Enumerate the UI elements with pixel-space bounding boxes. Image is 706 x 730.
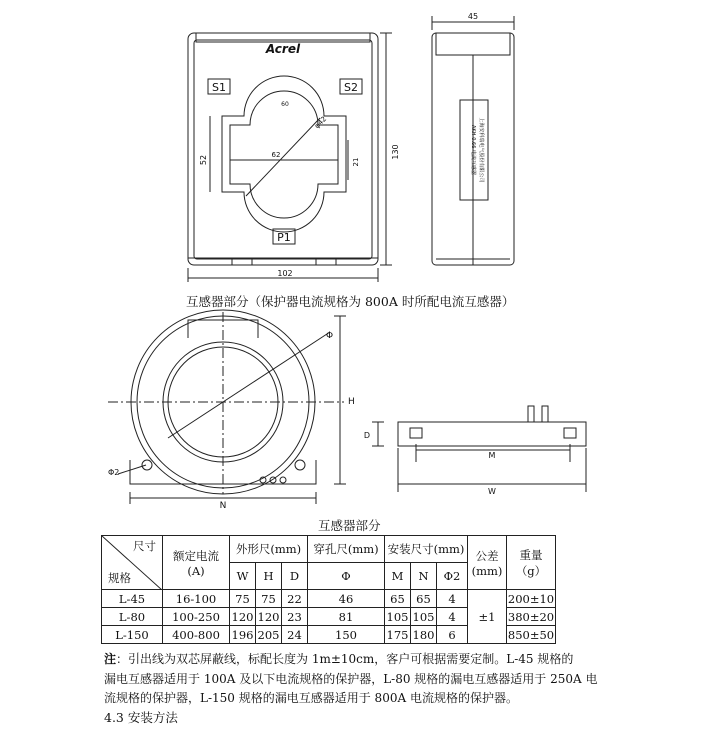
- mount-hole-left: [142, 460, 152, 470]
- window-height-label: 52: [199, 154, 208, 166]
- label-n: N: [219, 501, 227, 511]
- inner-diameter-label: φ42: [312, 114, 329, 131]
- header-weight: 重量 （g）: [507, 536, 556, 590]
- header-install: 安装尺寸(mm): [385, 536, 468, 563]
- depth-dimension: 45: [467, 12, 479, 21]
- side-pin-left: [528, 406, 534, 422]
- foot-left: [232, 259, 252, 265]
- label-d: D: [363, 431, 370, 440]
- subheader-phi2: Φ2: [437, 563, 468, 590]
- terminal-s2: S2: [344, 81, 358, 94]
- front-body-inner: [194, 40, 372, 259]
- side-profile-body: [398, 422, 586, 446]
- note-label: 注: [104, 652, 117, 666]
- brand-logo: Acrel: [265, 42, 301, 56]
- header-outer: 外形尺(mm): [230, 536, 308, 563]
- subheader-m: M: [385, 563, 411, 590]
- corner-bottom: 规格: [108, 571, 131, 585]
- caption-top: 互感器部分（保护器电流规格为 800A 时所配电流互感器）: [186, 294, 515, 309]
- transformer-front-side-drawing: [0, 0, 706, 292]
- header-tolerance: 公差 (mm): [468, 536, 507, 590]
- terminal-s1: S1: [212, 81, 226, 94]
- terminal-p1: P1: [277, 231, 291, 244]
- inner-width-label: 62: [271, 151, 281, 159]
- note-paragraph: 注：引出线为双芯屏蔽线，标配长度为 1m±10cm，客户可根据需要定制。L-45 规格的 漏电互感器适用于 100A 及以下电流规格的保护器，L-80 规格的漏电互感器适用于 250A 电 流规格的保护器，L-150 规格的漏电互感器适用于 800A 电流规格的保护器。: [104, 652, 598, 705]
- height-dimension: 130: [391, 144, 400, 160]
- side-pin-right: [542, 406, 548, 422]
- header-rated: 额定电流 (A): [163, 536, 230, 590]
- side-top-cap: [436, 33, 510, 55]
- inner-height-label: 21: [352, 157, 360, 167]
- mount-hole-right: [295, 460, 305, 470]
- label-h: H: [348, 397, 355, 407]
- window-width-label: 60: [281, 101, 289, 108]
- subheader-phi: Φ: [308, 563, 385, 590]
- label-phi: Φ: [326, 331, 334, 341]
- header-hole: 穿孔尺(mm): [308, 536, 385, 563]
- corner-top: 尺寸: [133, 539, 156, 553]
- section-heading: 4.3 安装方法: [104, 710, 178, 725]
- table-row: L-150 400-800 196 205 24 150 175 180 6 850±50: [102, 626, 556, 644]
- foot-right: [316, 259, 336, 265]
- subheader-d: D: [282, 563, 308, 590]
- top-bracket: [196, 33, 370, 42]
- corner-cell: [102, 536, 163, 590]
- width-dimension: 102: [277, 269, 293, 278]
- side-nameplate-model: AKH-0.66 电流互感器: [470, 125, 476, 175]
- label-phi2: Φ2: [108, 468, 120, 477]
- label-w: W: [488, 487, 496, 496]
- subheader-w: W: [230, 563, 256, 590]
- subheader-h: H: [256, 563, 282, 590]
- table-row: L-45 16-100 75 75 22 46 65 65 4 ±1 200±10: [102, 590, 556, 608]
- window-inner: [230, 91, 338, 218]
- spec-table: [101, 535, 556, 644]
- label-m: M: [488, 451, 496, 460]
- window-outer: [222, 76, 346, 232]
- caption-mid: 互感器部分: [318, 518, 381, 533]
- tolerance-value: ±1: [468, 590, 507, 644]
- side-nameplate-maker: 上海安科瑞电气股份有限公司: [478, 117, 484, 183]
- subheader-n: N: [411, 563, 437, 590]
- table-row: L-80 100-250 120 120 23 81 105 105 4 380±20: [102, 608, 556, 626]
- transformer-round-drawing: [0, 308, 706, 514]
